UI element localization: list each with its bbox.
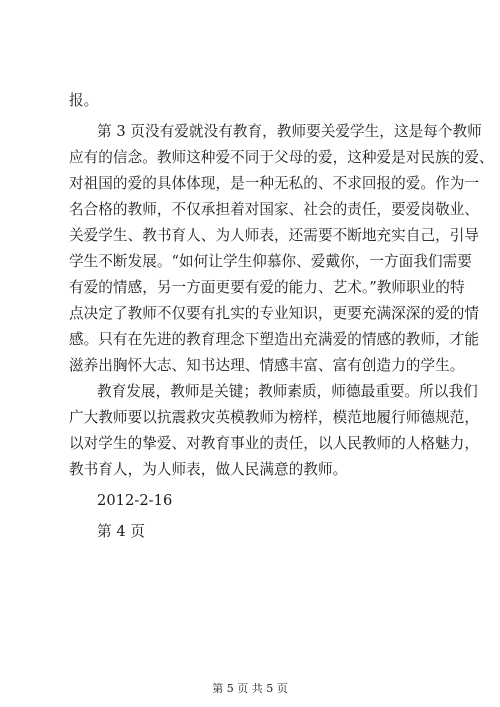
text-line-10: 感。只有在先进的教育理念下塑造出充满爱的情感的教师，才能 — [69, 331, 480, 348]
text-line-4: 对祖国的爱的具体体现，是一种无私的、不求回报的爱。作为一 — [69, 175, 480, 192]
text-line-14: 以对学生的挚爱、对教育事业的责任，以人民教师的人格魅力， — [69, 435, 480, 452]
text-line-12: 教育发展，教师是关键；教师素质，师德最重要。所以我们 — [97, 383, 478, 400]
text-line-9: 点决定了教师不仅要有扎实的专业知识，更要充满深深的爱的情 — [69, 305, 480, 322]
page-footer: 第 5 页 共 5 页 — [212, 682, 288, 695]
text-line-11: 滋养出胸怀大志、知书达理、情感丰富、富有创造力的学生。 — [69, 357, 465, 374]
text-line-13: 广大教师要以抗震救灾英模教师为榜样，模范地履行师德规范， — [69, 409, 480, 426]
text-line-15: 教书育人，为人师表，做人民满意的教师。 — [69, 461, 348, 478]
page-marker: 第 4 页 — [97, 523, 146, 540]
date-line: 2012-2-16 — [97, 492, 173, 509]
text-line-1: 报。 — [69, 92, 99, 109]
text-line-6: 关爱学生、教书育人、为人师表，还需要不断地充实自己，引导 — [69, 227, 480, 244]
text-line-5: 名合格的教师，不仅承担着对国家、社会的责任，要爱岗敬业、 — [69, 201, 480, 218]
text-line-7: 学生不断发展。“如何让学生仰慕你、爱戴你，一方面我们需要 — [69, 253, 472, 270]
text-line-8: 有爱的情感，另一方面更要有爱的能力、艺术。”教师职业的特 — [69, 279, 465, 296]
text-line-3: 应有的信念。教师这种爱不同于父母的爱，这种爱是对民族的爱、 — [69, 149, 494, 166]
text-line-2: 第 3 页没有爱就没有教育，教师要关爱学生，这是每个教师 — [97, 123, 482, 140]
